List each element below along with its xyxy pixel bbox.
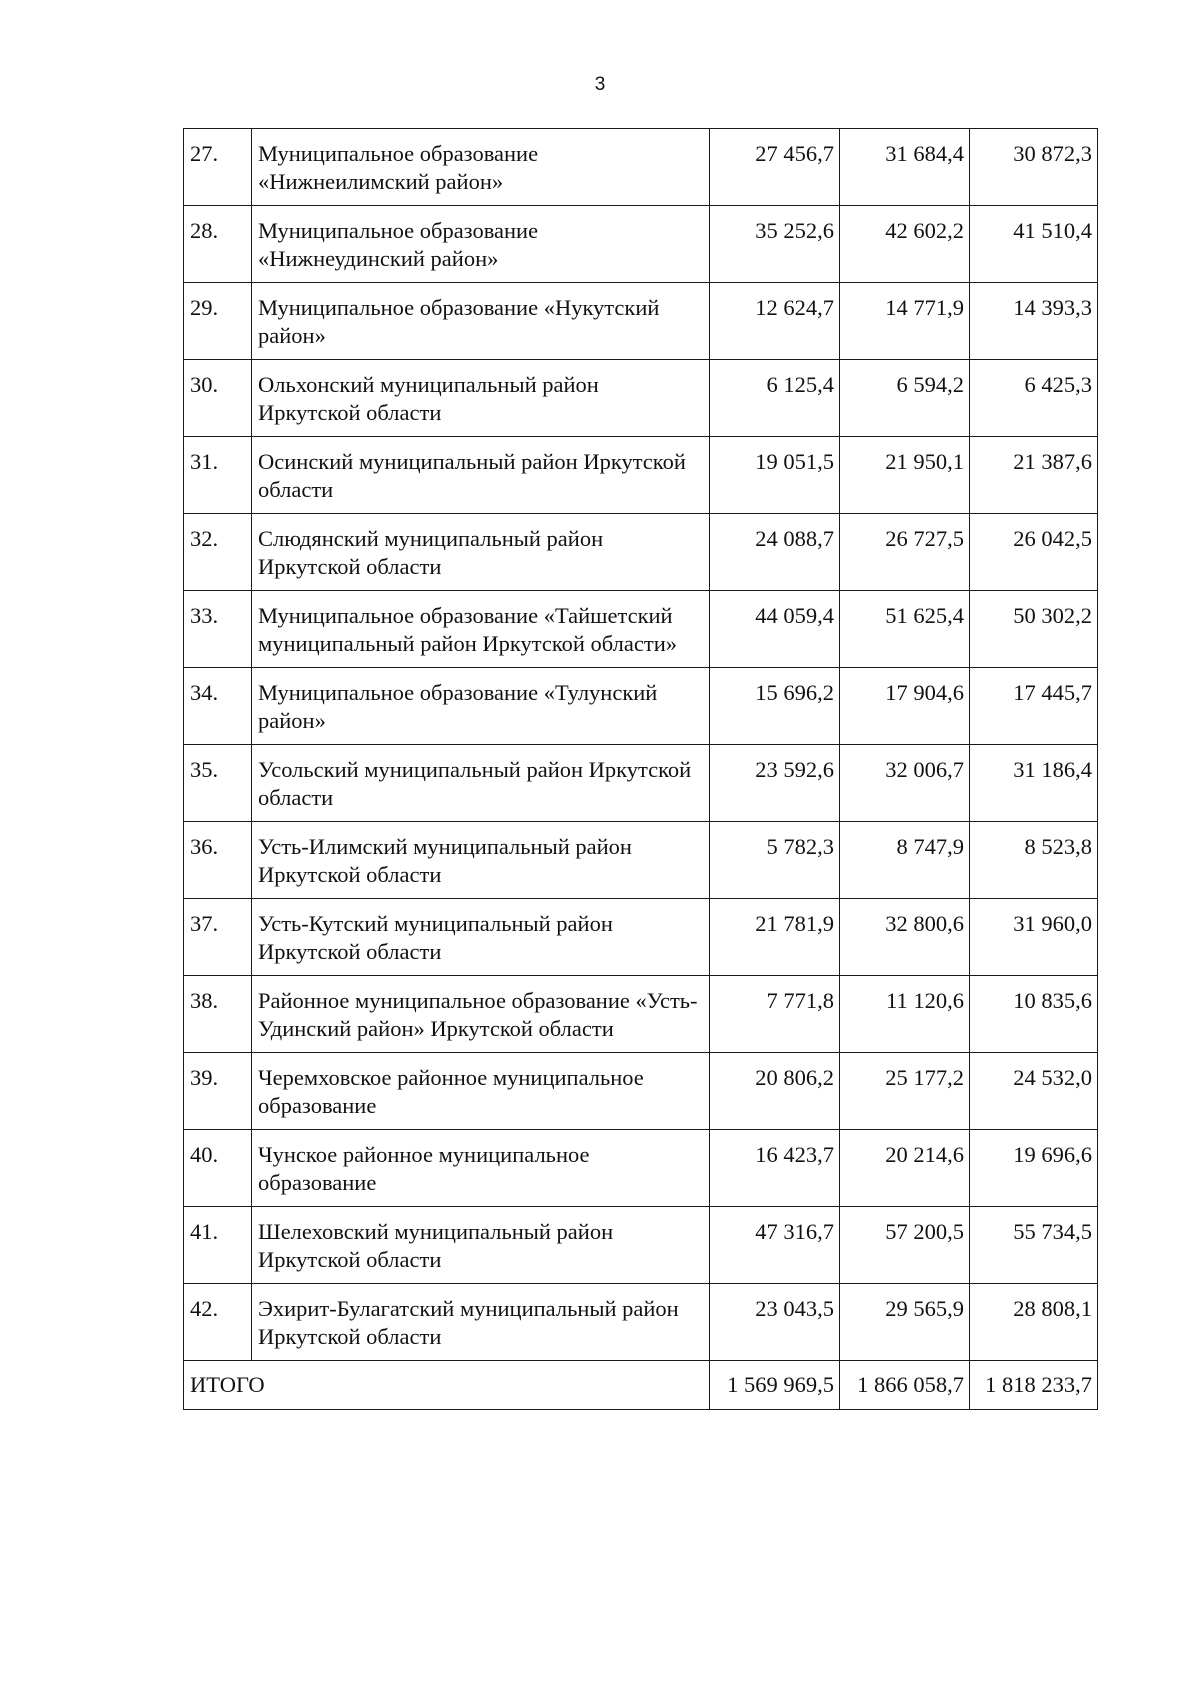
- value-2: 29 565,9: [840, 1284, 970, 1361]
- table-row: [184, 283, 1098, 360]
- value-1: 6 125,4: [710, 360, 840, 437]
- table-row: [184, 668, 1098, 745]
- municipality-name: Усть-Илимский муниципальный район Иркутской области: [252, 822, 710, 899]
- municipality-name: Черемховское районное муниципальное образование: [252, 1053, 710, 1130]
- value-2: 17 904,6: [840, 668, 970, 745]
- municipality-name: Слюдянский муниципальный район Иркутской области: [252, 514, 710, 591]
- row-number: 29.: [184, 283, 252, 360]
- value-2: 14 771,9: [840, 283, 970, 360]
- row-number: 33.: [184, 591, 252, 668]
- municipality-name: Районное муниципальное образование «Усть-Удинский район» Иркутской области: [252, 976, 710, 1053]
- total-row: [184, 1361, 1098, 1410]
- table-row: [184, 745, 1098, 822]
- value-1: 12 624,7: [710, 283, 840, 360]
- value-3: 21 387,6: [970, 437, 1098, 514]
- row-number: 37.: [184, 899, 252, 976]
- municipality-name: Осинский муниципальный район Иркутской области: [252, 437, 710, 514]
- table-body: [184, 129, 1098, 1410]
- total-value-2: 1 866 058,7: [840, 1361, 970, 1410]
- municipality-name: Муниципальное образование «Нижнеудинский район»: [252, 206, 710, 283]
- value-2: 8 747,9: [840, 822, 970, 899]
- table-row: [184, 129, 1098, 206]
- row-number: 30.: [184, 360, 252, 437]
- value-3: 30 872,3: [970, 129, 1098, 206]
- value-1: 15 696,2: [710, 668, 840, 745]
- table-row: [184, 591, 1098, 668]
- value-1: 27 456,7: [710, 129, 840, 206]
- value-3: 26 042,5: [970, 514, 1098, 591]
- municipality-name: Муниципальное образование «Нижнеилимский район»: [252, 129, 710, 206]
- table-row: [184, 822, 1098, 899]
- table-row: [184, 206, 1098, 283]
- row-number: 34.: [184, 668, 252, 745]
- value-2: 32 006,7: [840, 745, 970, 822]
- row-number: 31.: [184, 437, 252, 514]
- total-label: ИТОГО: [184, 1361, 710, 1410]
- municipality-name: Ольхонский муниципальный район Иркутской области: [252, 360, 710, 437]
- total-value-3: 1 818 233,7: [970, 1361, 1098, 1410]
- value-1: 20 806,2: [710, 1053, 840, 1130]
- municipality-name: Муниципальное образование «Нукутский район»: [252, 283, 710, 360]
- row-number: 38.: [184, 976, 252, 1053]
- value-2: 6 594,2: [840, 360, 970, 437]
- value-3: 6 425,3: [970, 360, 1098, 437]
- municipality-name: Муниципальное образование «Тайшетский муниципальный район Иркутской области»: [252, 591, 710, 668]
- row-number: 27.: [184, 129, 252, 206]
- table-row: [184, 1053, 1098, 1130]
- municipality-name: Эхирит-Булагатский муниципальный район Иркутской области: [252, 1284, 710, 1361]
- value-2: 31 684,4: [840, 129, 970, 206]
- value-2: 32 800,6: [840, 899, 970, 976]
- value-3: 50 302,2: [970, 591, 1098, 668]
- row-number: 35.: [184, 745, 252, 822]
- value-3: 31 186,4: [970, 745, 1098, 822]
- value-1: 23 043,5: [710, 1284, 840, 1361]
- row-number: 41.: [184, 1207, 252, 1284]
- value-3: 19 696,6: [970, 1130, 1098, 1207]
- budget-allocation-table: [183, 128, 1098, 1410]
- value-1: 35 252,6: [710, 206, 840, 283]
- value-3: 41 510,4: [970, 206, 1098, 283]
- value-1: 16 423,7: [710, 1130, 840, 1207]
- value-3: 55 734,5: [970, 1207, 1098, 1284]
- table-row: [184, 899, 1098, 976]
- value-1: 44 059,4: [710, 591, 840, 668]
- row-number: 32.: [184, 514, 252, 591]
- total-value-1: 1 569 969,5: [710, 1361, 840, 1410]
- value-1: 47 316,7: [710, 1207, 840, 1284]
- row-number: 39.: [184, 1053, 252, 1130]
- table-row: [184, 360, 1098, 437]
- row-number: 40.: [184, 1130, 252, 1207]
- municipality-name: Усть-Кутский муниципальный район Иркутской области: [252, 899, 710, 976]
- value-1: 23 592,6: [710, 745, 840, 822]
- municipality-name: Чунское районное муниципальное образование: [252, 1130, 710, 1207]
- row-number: 36.: [184, 822, 252, 899]
- value-2: 51 625,4: [840, 591, 970, 668]
- value-1: 7 771,8: [710, 976, 840, 1053]
- municipality-name: Муниципальное образование «Тулунский район»: [252, 668, 710, 745]
- value-2: 57 200,5: [840, 1207, 970, 1284]
- value-2: 11 120,6: [840, 976, 970, 1053]
- table-row: [184, 1207, 1098, 1284]
- table-row: [184, 514, 1098, 591]
- value-3: 28 808,1: [970, 1284, 1098, 1361]
- value-2: 21 950,1: [840, 437, 970, 514]
- table-row: [184, 437, 1098, 514]
- value-3: 17 445,7: [970, 668, 1098, 745]
- value-2: 20 214,6: [840, 1130, 970, 1207]
- value-3: 10 835,6: [970, 976, 1098, 1053]
- value-3: 31 960,0: [970, 899, 1098, 976]
- value-1: 19 051,5: [710, 437, 840, 514]
- municipality-name: Усольский муниципальный район Иркутской области: [252, 745, 710, 822]
- value-3: 24 532,0: [970, 1053, 1098, 1130]
- table-row: [184, 1130, 1098, 1207]
- value-1: 24 088,7: [710, 514, 840, 591]
- value-2: 26 727,5: [840, 514, 970, 591]
- value-3: 8 523,8: [970, 822, 1098, 899]
- row-number: 42.: [184, 1284, 252, 1361]
- page-number: 3: [594, 74, 606, 95]
- value-3: 14 393,3: [970, 283, 1098, 360]
- table-row: [184, 976, 1098, 1053]
- value-2: 25 177,2: [840, 1053, 970, 1130]
- municipality-name: Шелеховский муниципальный район Иркутской области: [252, 1207, 710, 1284]
- table-row: [184, 1284, 1098, 1361]
- row-number: 28.: [184, 206, 252, 283]
- value-1: 5 782,3: [710, 822, 840, 899]
- value-2: 42 602,2: [840, 206, 970, 283]
- value-1: 21 781,9: [710, 899, 840, 976]
